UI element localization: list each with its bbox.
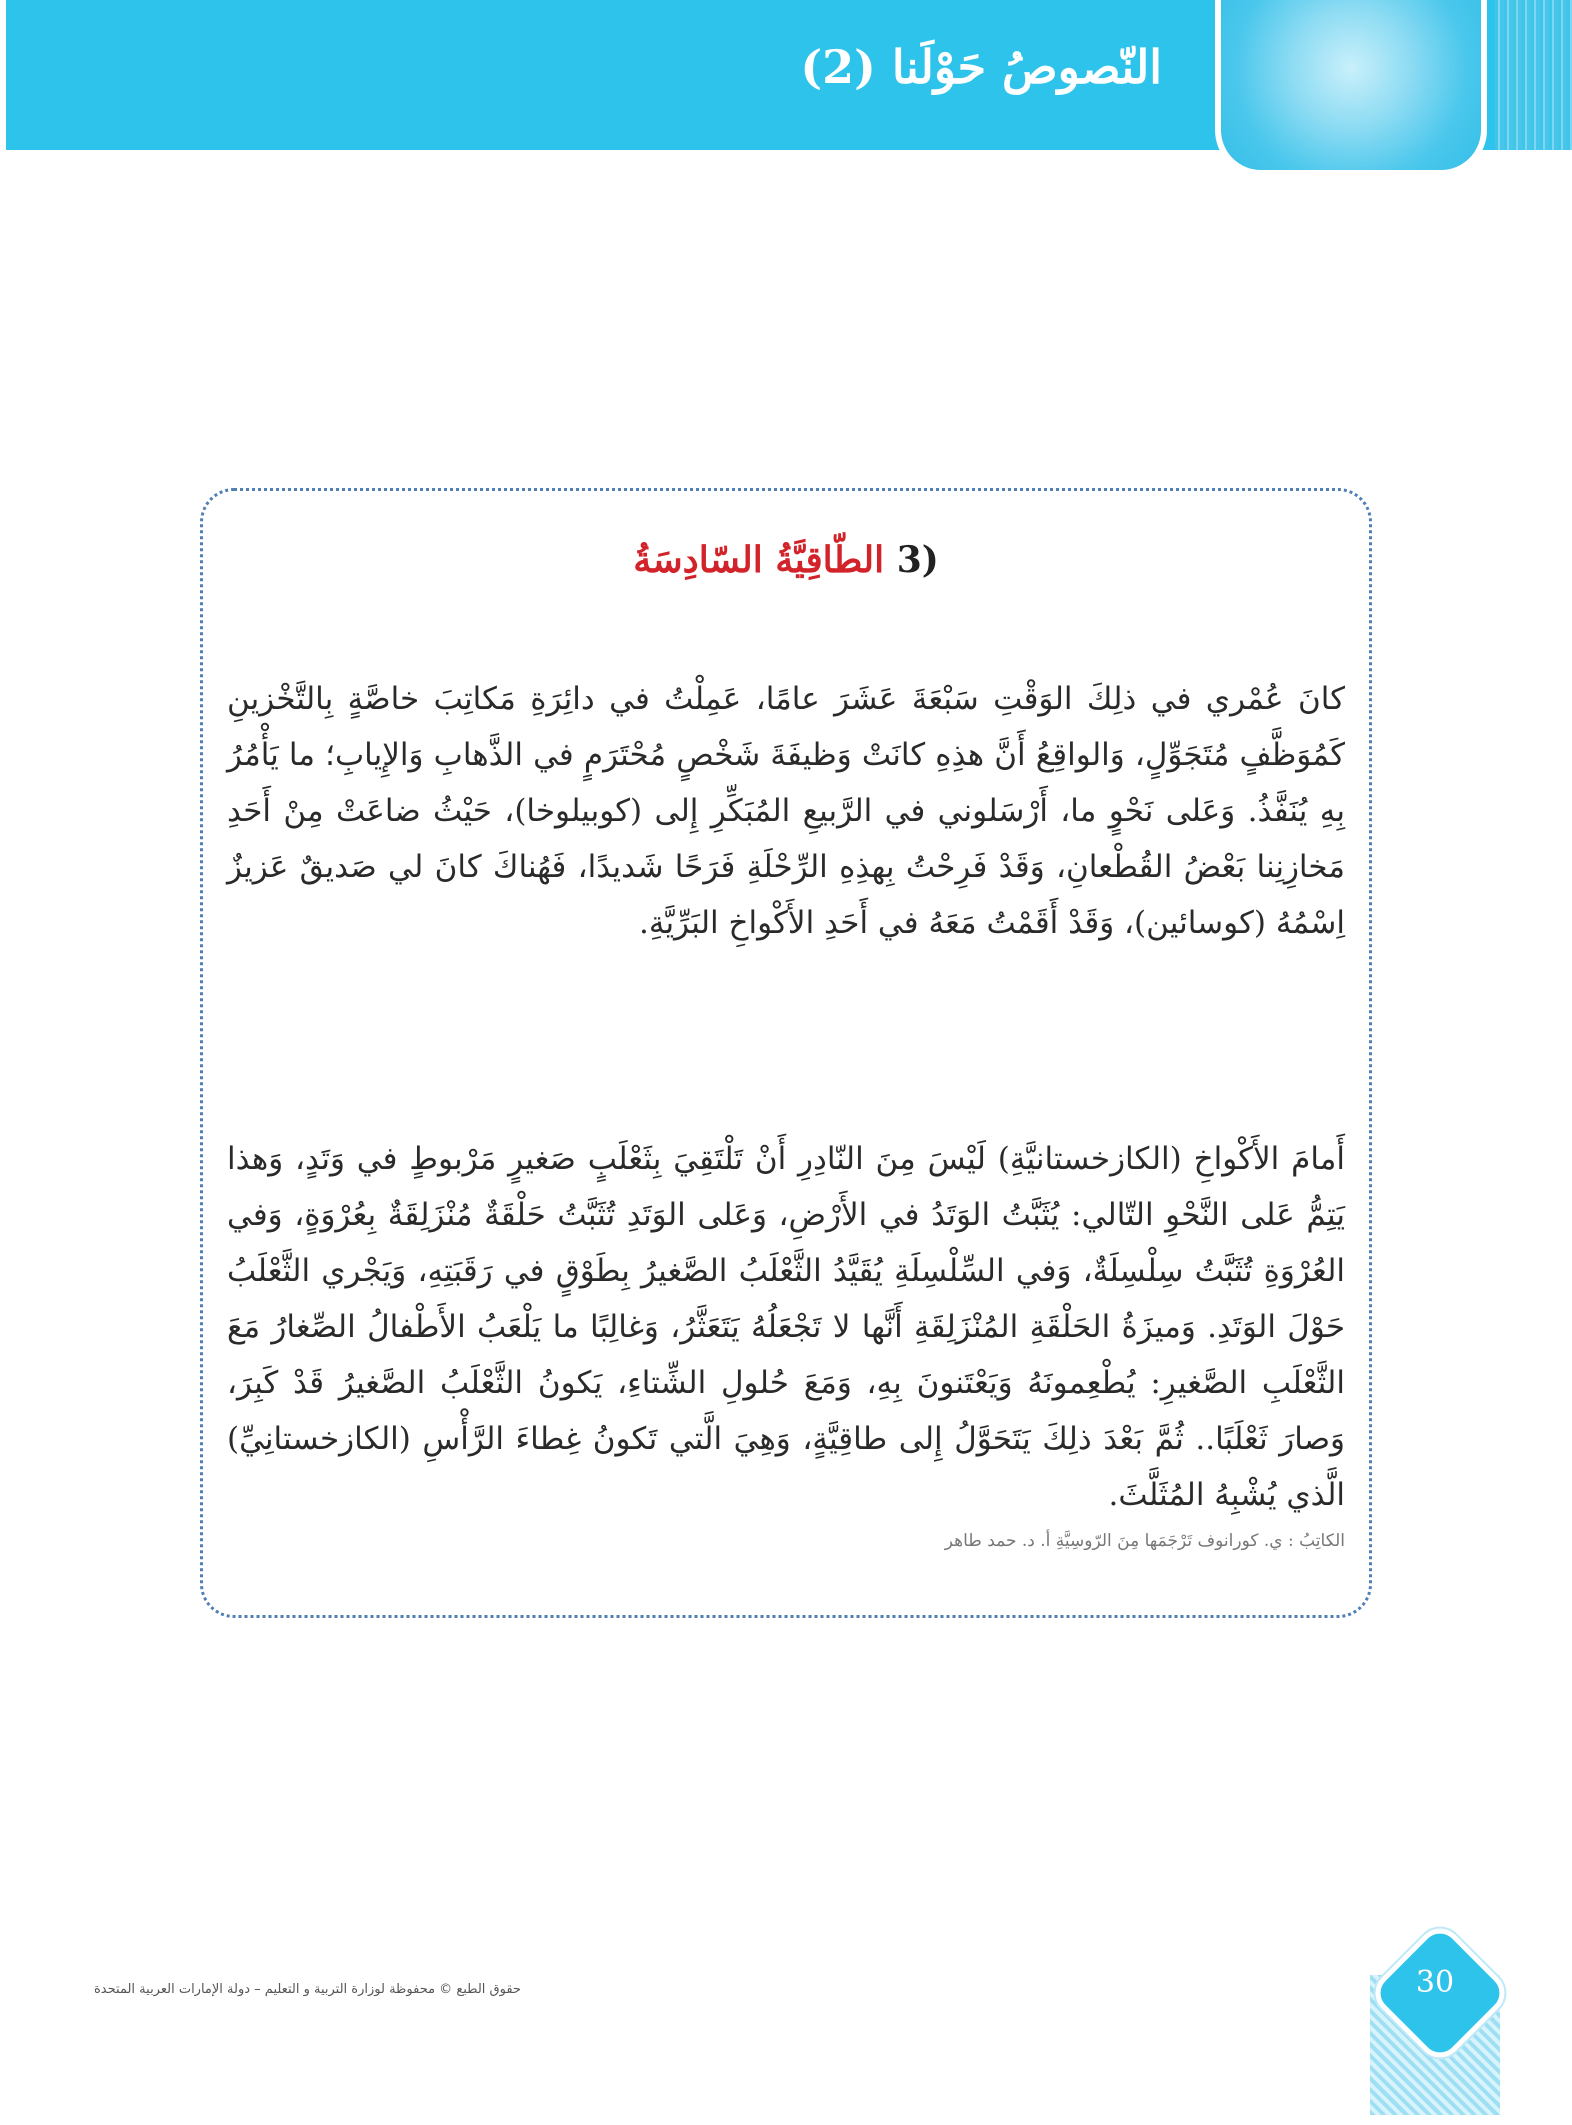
story-number: (3 [896, 539, 939, 581]
story-paragraph-1: كانَ عُمْري في ذلِكَ الوَقْتِ سَبْعَةَ عَشَرَ عامًا، عَمِلْتُ في دائِرَةِ مَكاتِبَ خاصَّةٍ بِالتَّخْزينِ كَمُوَظَّفٍ مُتَجَوِّلٍ، وَالواقِعُ أَنَّ هذِهِ كانَتْ وَظيفَةَ شَخْصٍ مُحْتَرَمٍ في الذَّهابِ وَالإِيابِ؛ ما يَأْمُرُ بِهِ يُنَفَّذُ. وَعَلى نَحْوٍ ما، أَرْسَلوني في الرَّبيعِ المُبَكِّرِ إِلى (كوبيلوخا)، حَيْثُ ضاعَتْ مِنْ أَحَدِ مَخازِنِنا بَعْضُ القُطْعانِ، وَقَدْ فَرِحْتُ بِهذِهِ الرِّحْلَةِ فَرَحًا شَديدًا، فَهُناكَ كانَ لي صَديقٌ عَزيزٌ اِسْمُهُ (كوسائين)، وَقَدْ أَقَمْتُ مَعَهُ في أَحَدِ الأَكْواخِ البَرِّيَّةِ. [227, 681, 1345, 941]
reading-passage-box [200, 488, 1372, 1618]
story-heading [203, 539, 1369, 581]
story-paragraph-2: أَمامَ الأَكْواخِ (الكازخستانيَّةِ) لَيْسَ مِنَ النّادِرِ أَنْ تَلْتَقِيَ بِثَعْلَبٍ صَغيرٍ مَرْبوطٍ في وَتَدٍ، وَهذا يَتِمُّ عَلى النَّحْوِ التّالي: يُثَبَّتُ الوَتَدُ في الأَرْضِ، وَعَلى الوَتَدِ تُثَبَّتُ حَلْقَةٌ مُنْزَلِقَةٌ بِعُرْوَةٍ، وَفي العُرْوَةِ تُثَبَّتُ سِلْسِلَةٌ، وَفي السِّلْسِلَةِ يُقَيَّدُ الثَّعْلَبُ الصَّغيرُ بِطَوْقٍ في رَقَبَتِهِ، وَيَجْري الثَّعْلَبُ حَوْلَ الوَتَدِ. وَميزَةُ الحَلْقَةِ المُنْزَلِقَةِ أَنَّها لا تَجْعَلُهُ يَتَعَثَّرُ، وَغالِبًا ما يَلْعَبُ الأَطْفالُ الصِّغارُ مَعَ الثَّعْلَبِ الصَّغيرِ: يُطْعِمونَهُ وَيَعْتَنونَ بِهِ، وَمَعَ حُلولِ الشِّتاءِ، يَكونُ الثَّعْلَبُ الصَّغيرُ قَدْ كَبِرَ، وَصارَ ثَعْلَبًا.. ثُمَّ بَعْدَ ذلِكَ يَتَحَوَّلُ إِلى طاقِيَّةٍ، وَهِيَ الَّتي تَكونُ غِطاءَ الرَّأْسِ (الكازخستانِيِّ) الَّذي يُشْبِهُ المُثَلَّثَ. [227, 1141, 1345, 1513]
page-title: النّصوصُ حَوْلَنا (2) [800, 40, 1162, 94]
author-credit: الكاتِبُ : ي. كورانوف تَرْجَمَها مِنَ الرّوسِيَّةِ أ. د. حمد طاهر [944, 1531, 1345, 1551]
copyright-notice: حقوق الطبع © محفوظة لوزارة التربية و التعليم – دولة الإمارات العربية المتحدة [94, 1982, 521, 1997]
header-decoration [1215, 0, 1487, 176]
page-number-badge [1370, 1935, 1500, 2115]
story-title: الطّاقِيَّةُ السّادِسَةُ [633, 539, 885, 581]
page-number: 30 [1415, 1965, 1455, 2000]
header-pattern-strip [1495, 0, 1572, 150]
